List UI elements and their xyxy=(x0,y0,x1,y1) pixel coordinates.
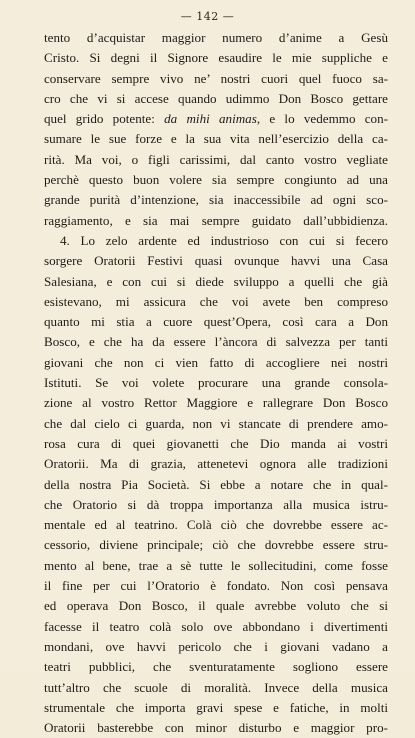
text-line: tento d’acquistar maggior numero d’anime a Gesù xyxy=(44,30,388,45)
text-line: ed operava Don Bosco, il quale avrebbe voluto che si xyxy=(44,598,388,614)
text-line: rità. Ma voi, o figli carissimi, dal canto vostro vegliate xyxy=(44,151,388,167)
text-line: quel grido potente: da mihi animas, e lo vedemmo con- xyxy=(44,111,389,127)
text-line: conservare sempre vivo ne’ nostri cuori quel fuoco sa- xyxy=(44,70,388,86)
italic-phrase: da mihi animas xyxy=(164,111,257,127)
text-line: cessorio, diviene principale; ciò che dovrebbe essere stru- xyxy=(44,537,388,553)
text-line: cro che vi si accese quando udimmo Don Bosco gettare xyxy=(44,90,388,106)
text-line: Oratorii basterebbe con minor disturbo e maggior pro- xyxy=(44,720,388,736)
text-line: rosa cura di quei giovanetti che Dio manda ai vostri xyxy=(44,435,388,451)
text-line: della nostra Pia Società. Si ebbe a notare che in qual- xyxy=(44,476,388,492)
body-text xyxy=(44,28,388,738)
text-line: strumentale che importa gravi spese e fatiche, in molti xyxy=(44,699,388,715)
text-line: tutt’altro che scuole di moralità. Invece della musica xyxy=(44,679,388,695)
text-line: sorgere Oratorii Festivi quasi ovunque havvi una Casa xyxy=(44,253,388,269)
text-line: Salesiana, e con cui si diede sviluppo a quelli che già xyxy=(44,273,388,289)
text-line: Oratorii. Ma di grazia, attenetevi ognora alle tradizioni xyxy=(44,456,388,472)
text-line: grande purità d’intenzione, sia inaccessibile ad ogni sco- xyxy=(44,192,388,208)
text-line: esistevano, mi assicura che voi avete ben compreso xyxy=(44,293,388,309)
text-line: perchè questo buon volere sia sempre congiunto ad una xyxy=(44,172,388,188)
text-line: che dal cielo ci guarda, non vi stancate di prendere amo- xyxy=(44,415,388,431)
text-line: Cristo. Si degni il Signore esaudire le mie suppliche e xyxy=(44,50,388,66)
text-line: giovani che non ci vien fatto di accogliere nei nostri xyxy=(44,354,388,370)
text-line: il fine per cui l’Oratorio è fondato. Non così pensava xyxy=(44,578,388,594)
text-line: Istituti. Se voi volete procurare una grande consola- xyxy=(44,375,388,391)
text-line: mondani, ove havvi pericolo che i giovani vadano a xyxy=(44,638,388,654)
text-line: mentale ed al teatrino. Colà ciò che dovrebbe essere ac- xyxy=(44,517,388,533)
text-line: Bosco, e che ha da essere l’àncora di salvezza per tanti xyxy=(44,334,388,350)
text-line: che Oratorio si dà troppa importanza alla musica istru- xyxy=(44,496,388,512)
text-line: quanto mi stia a cuore quest’Opera, così cara a Don xyxy=(44,314,388,330)
text-line: sumare le sue forze e la sua vita nell’esercizio della ca- xyxy=(44,131,388,147)
text-line: facesse il teatro colà solo ove abbondano i divertimenti xyxy=(44,618,388,634)
text-line: 4. Lo zelo ardente ed industrioso con cui si fecero xyxy=(60,232,388,248)
text-line: raggiamento, e sia mai sempre guidato dall’ubbidienza. xyxy=(44,212,388,228)
text-line: teatri pubblici, che sventuratamente sogliono essere xyxy=(44,659,388,675)
text-line: zione al vostro Rettor Maggiore e rallegrare Don Bosco xyxy=(44,395,388,411)
page-number: — 142 — xyxy=(180,10,235,23)
text-line: mento al bene, trae a sè tutte le sollecitudini, come fosse xyxy=(44,557,388,573)
